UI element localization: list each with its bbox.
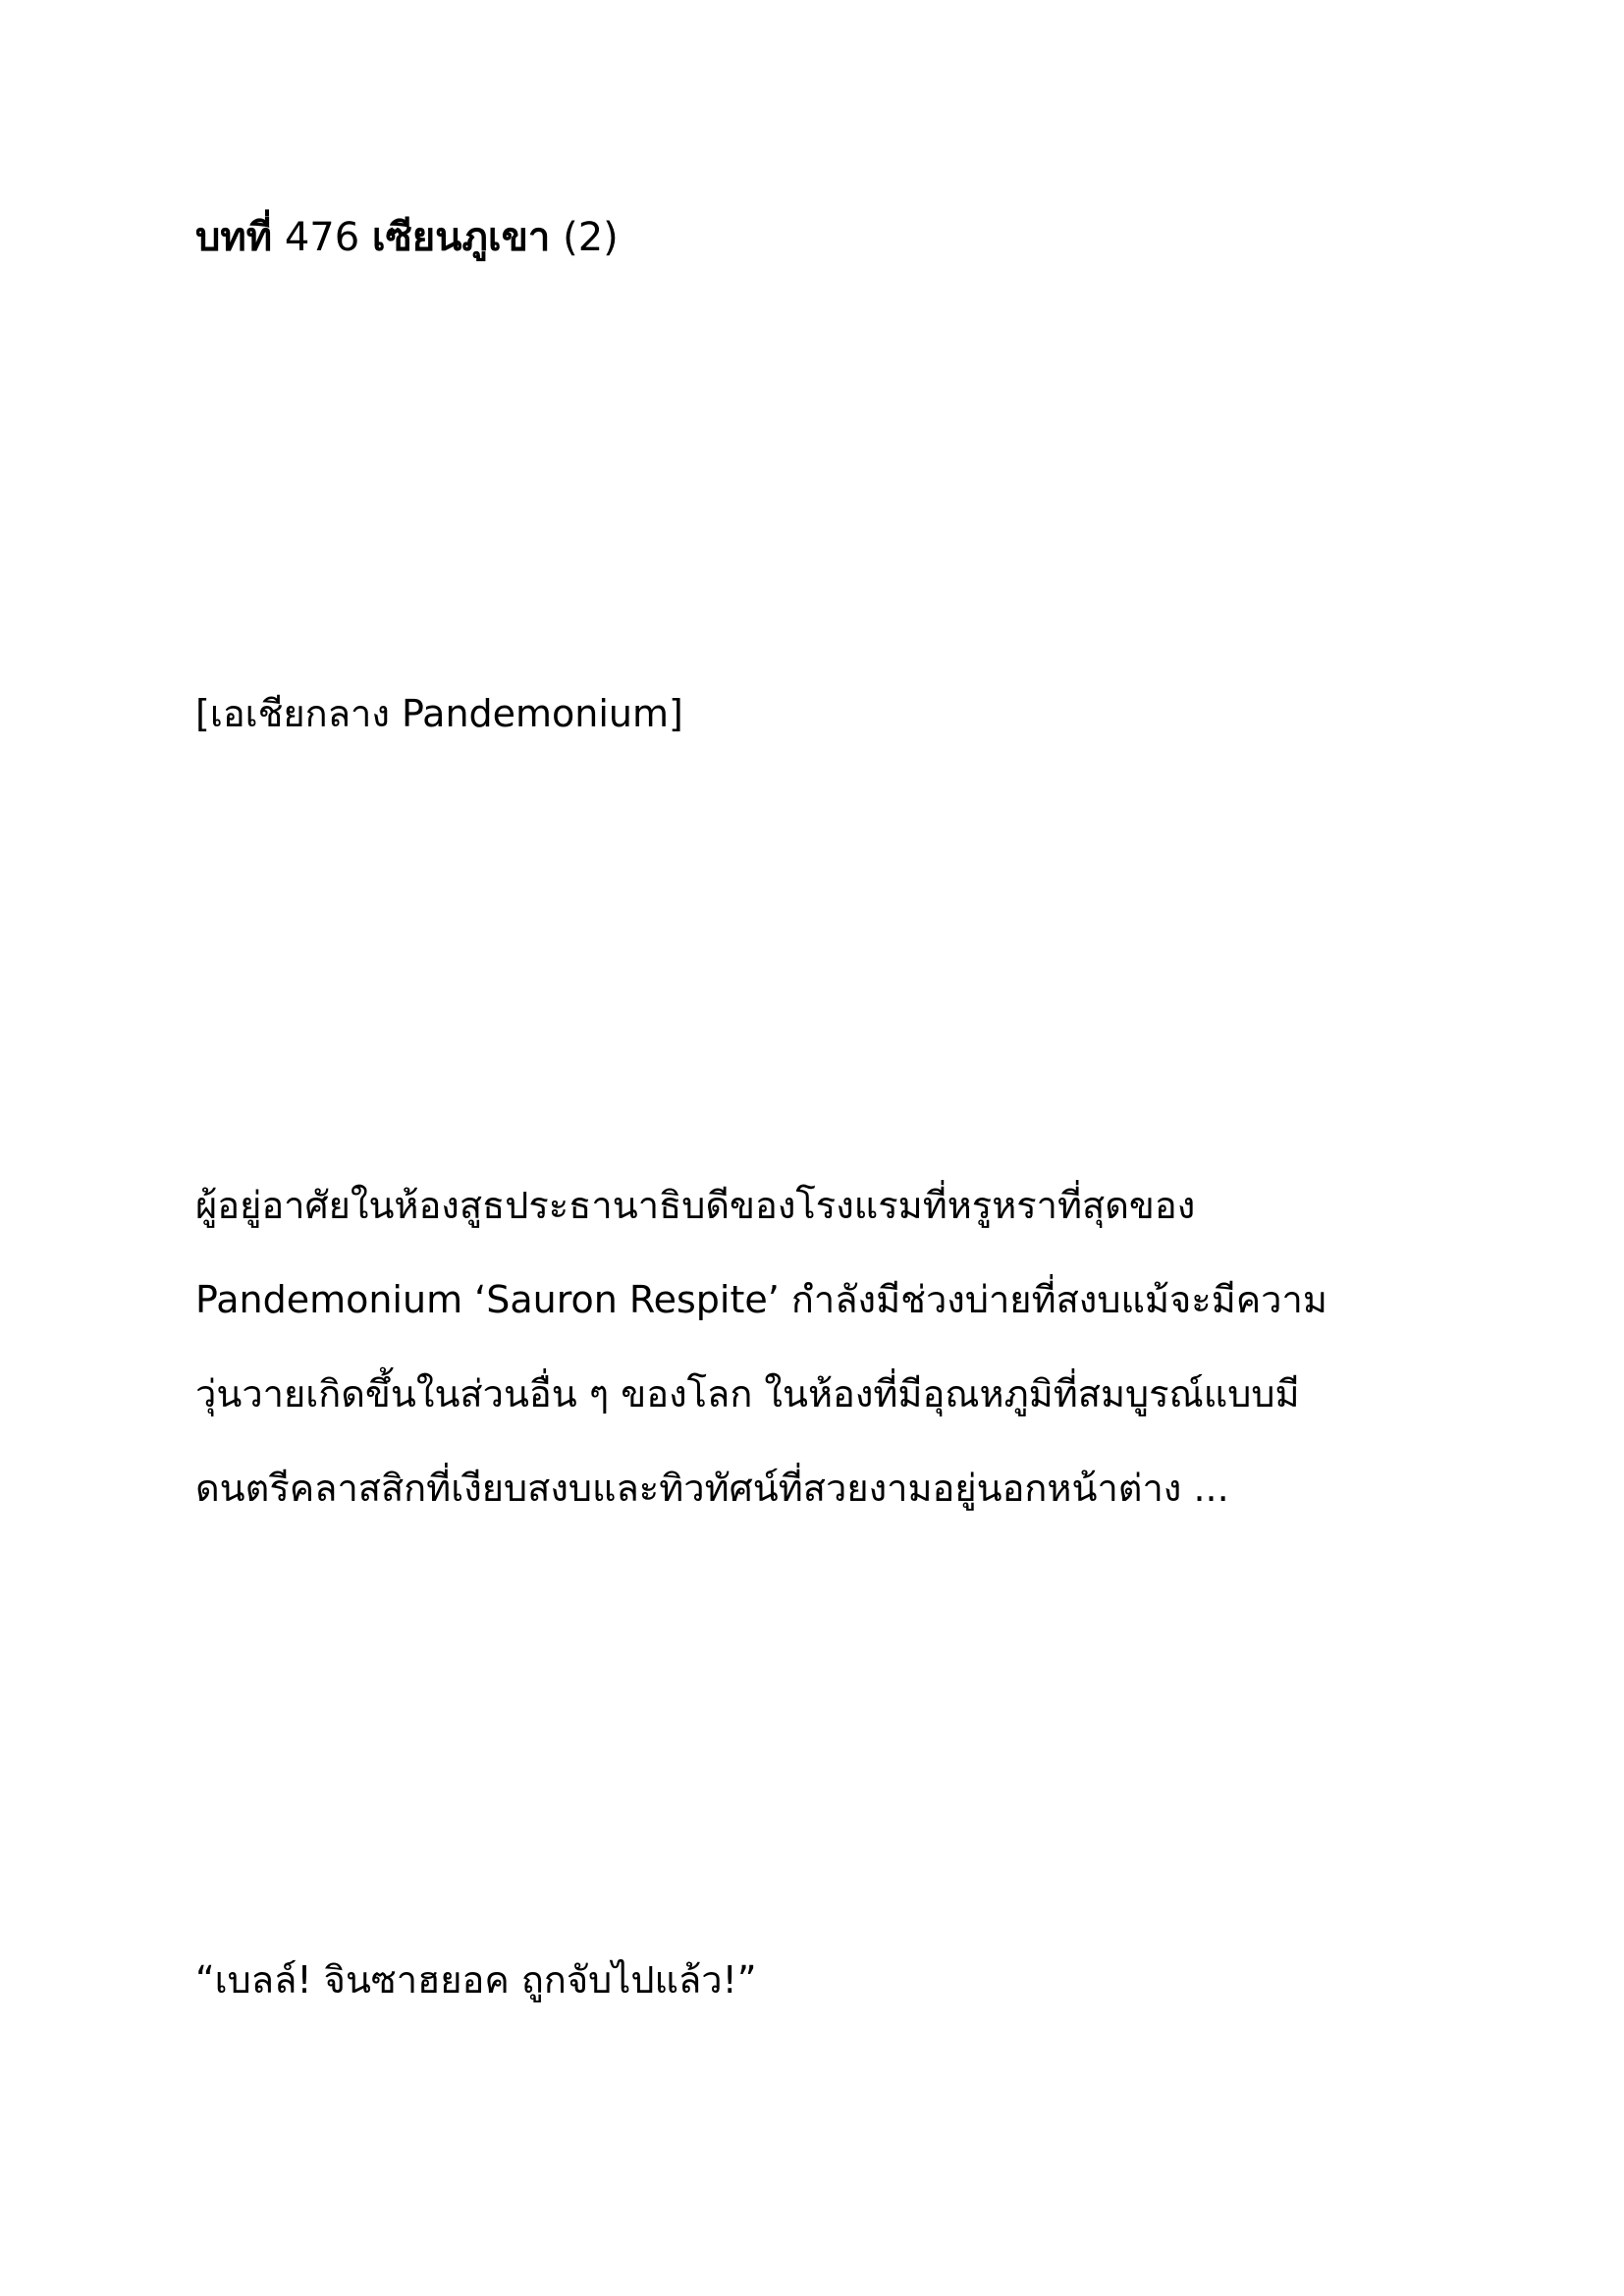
chapter-part: (2) [563,215,619,260]
chapter-number: 476 [284,215,360,260]
dialogue-line: “เบลล์! จินซาฮยอค ถูกจับไปแล้ว!” [195,1958,757,2002]
narrative-paragraph [195,1158,1472,1535]
chapter-heading [195,206,619,269]
location-line: [เอเชียกลาง Pandemonium] [195,692,683,735]
chapter-title: เซียนภูเขา [371,215,551,260]
paragraph-line: วุ่นวายเกิดขึ้นในส่วนอื่น ๆ ของโลก ในห้องที่มีอุณหภูมิที่สมบูรณ์แบบมี [195,1372,1300,1415]
paragraph-line: ผู้อยู่อาศัยในห้องสูธประธานาธิบดีของโรงแรมที่หรูหราที่สุดของ [195,1184,1196,1227]
paragraph-line: ดนตรีคลาสสิกที่เงียบสงบและทิวทัศน์ที่สวยงามอยู่นอกหน้าต่าง ... [195,1467,1229,1510]
chapter-label: บทที่ [195,215,273,260]
paragraph-line: Pandemonium ‘Sauron Respite’ กำลังมีช่วงบ่ายที่สงบแม้จะมีความ [195,1278,1327,1321]
